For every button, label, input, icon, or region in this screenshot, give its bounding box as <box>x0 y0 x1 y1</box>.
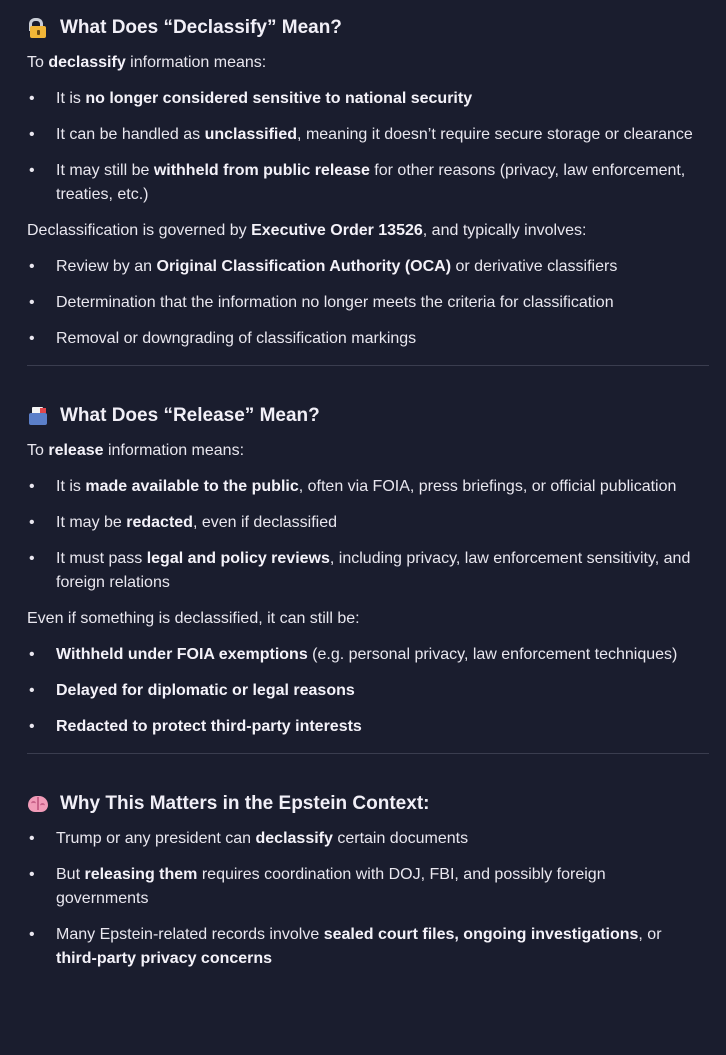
list-item: • It must pass legal and policy reviews, including privacy, law enforcement sensitivity, and foreign relations <box>29 550 691 591</box>
list-item: • Determination that the information no longer meets the criteria for classification <box>29 294 614 311</box>
section-epstein-context <box>27 790 709 971</box>
paragraph: Declassification is governed by Executive Order 13526, and typically involves: <box>27 222 587 239</box>
brain-icon <box>27 793 49 815</box>
list-item: • It may still be withheld from public release for other reasons (privacy, law enforcement, treaties, etc.) <box>29 162 686 203</box>
list-item: • It may be redacted, even if declassified <box>29 514 338 531</box>
heading-text: What Does “Release” Mean? <box>60 405 320 426</box>
divider <box>27 753 709 754</box>
list-item: • Review by an Original Classification Authority (OCA) or derivative classifiers <box>29 258 618 275</box>
list-item: • It can be handled as unclassified, meaning it doesn’t require secure storage or clearance <box>29 126 693 143</box>
section-heading <box>27 14 709 42</box>
list-item: • Withheld under FOIA exemptions (e.g. personal privacy, law enforcement techniques) <box>29 646 678 663</box>
list-item: • Trump or any president can declassify certain documents <box>29 830 469 847</box>
heading-text: Why This Matters in the Epstein Context: <box>60 793 430 814</box>
bullet-list <box>27 827 709 971</box>
unlocked-padlock-icon <box>27 17 49 39</box>
bullet-list <box>27 255 709 351</box>
bullet-list <box>27 643 709 739</box>
section-heading <box>27 790 709 818</box>
divider <box>27 365 709 366</box>
list-item: • Many Epstein-related records involve sealed court files, ongoing investigations, or third-party privacy concerns <box>29 926 662 967</box>
section-heading <box>27 402 709 430</box>
paragraph: To release information means: <box>27 442 245 459</box>
list-item: • But releasing them requires coordination with DOJ, FBI, and possibly foreign governments <box>29 866 606 907</box>
list-item: • Removal or downgrading of classification markings <box>29 330 417 347</box>
list-item: • It is made available to the public, often via FOIA, press briefings, or official publication <box>29 478 677 495</box>
section-release <box>27 402 709 739</box>
bullet-list <box>27 475 709 595</box>
heading-text: What Does “Declassify” Mean? <box>60 17 342 38</box>
list-item: • It is no longer considered sensitive to national security <box>29 90 473 107</box>
bullet-list <box>27 87 709 207</box>
list-item: • Delayed for diplomatic or legal reasons <box>29 682 355 699</box>
paragraph: To declassify information means: <box>27 54 267 71</box>
paragraph: Even if something is declassified, it can still be: <box>27 610 360 627</box>
mailbox-icon <box>27 405 49 427</box>
list-item: • Redacted to protect third-party interests <box>29 718 362 735</box>
section-declassify <box>27 14 709 351</box>
